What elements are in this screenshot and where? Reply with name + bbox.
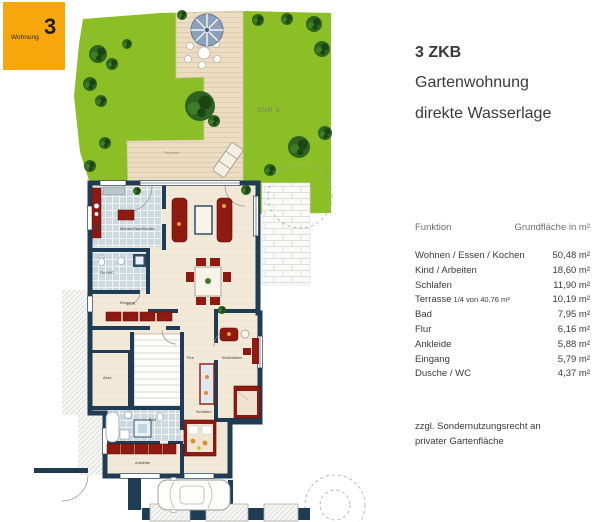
hall-rug <box>200 364 214 404</box>
kid-bed <box>234 386 260 418</box>
table-row <box>415 293 590 308</box>
row-funktion: Terrasse 1/4 von 40,76 m² <box>415 294 510 306</box>
row-flaeche: 6,16 m² <box>557 323 590 335</box>
row-funktion: Flur <box>415 323 432 335</box>
table-row <box>415 367 590 382</box>
table-row <box>415 323 590 338</box>
area-table-header <box>415 222 590 233</box>
row-flaeche: 50,48 m² <box>552 250 590 261</box>
wohnung-badge <box>3 2 65 70</box>
row-flaeche: 11,90 m² <box>553 279 590 291</box>
toilet-icon <box>157 413 163 421</box>
label-schlafen: Schlafen <box>196 409 212 414</box>
row-flaeche: 10,19 m² <box>552 294 590 306</box>
label-abstell: Abst. <box>103 375 113 380</box>
row-flaeche: 4,37 m² <box>557 368 590 380</box>
row-flaeche: 7,95 m² <box>557 309 590 321</box>
table-row <box>415 279 590 294</box>
plant-icon <box>241 185 251 195</box>
col-funktion: Funktion <box>415 222 452 233</box>
wardrobe-row <box>107 444 176 454</box>
label-ankleide: Ankleide <box>135 460 151 465</box>
label-kind: Kind/Arbeiten <box>222 356 242 360</box>
sink-icon <box>125 412 132 419</box>
note-line-2: privater Gartenfläche <box>415 435 504 447</box>
row-flaeche: 5,88 m² <box>557 338 590 350</box>
row-funktion-small: 1/4 von 40,76 m² <box>451 295 510 305</box>
table-row <box>415 308 590 323</box>
label-kitchen: Wohnen/Essen/Kochen <box>120 227 155 231</box>
row-funktion: Dusche / WC <box>415 368 471 380</box>
label-eingang: Eingang <box>120 300 135 305</box>
area-table <box>415 222 590 382</box>
label-flur: Flur <box>187 355 194 360</box>
badge-number: 3 <box>44 14 57 39</box>
toilet-icon <box>99 258 105 266</box>
apartment-title: 3 ZKB <box>415 44 462 61</box>
snr-label: SNR 3 <box>257 107 281 114</box>
table-row <box>415 249 590 264</box>
col-area: Grundfläche in m² <box>514 222 590 233</box>
note-line-1: zzgl. Sondernutzungsrecht an <box>415 421 541 432</box>
table-row <box>415 338 590 353</box>
sink-icon <box>118 258 125 265</box>
staircase <box>134 334 182 406</box>
row-funktion: Eingang <box>415 353 450 365</box>
table-row <box>415 353 590 368</box>
plant-icon <box>218 306 226 314</box>
row-flaeche: 5,79 m² <box>557 353 590 365</box>
label-bad: Bad <box>149 417 157 422</box>
label-du-wc: Du./WC <box>100 270 114 275</box>
area-table-rows <box>415 249 590 382</box>
car <box>158 478 230 513</box>
apartment-subtitle-2: direkte Wasserlage <box>415 105 552 122</box>
bed <box>184 420 216 456</box>
row-funktion: Bad <box>415 309 432 321</box>
sink-icon <box>94 204 99 209</box>
terrasse-label: Terrasse <box>164 151 180 155</box>
row-funktion: Wohnen / Essen / Kochen <box>415 250 525 261</box>
table-row <box>415 264 590 279</box>
badge-label: Wohnung <box>11 34 39 41</box>
row-funktion: Kind / Arbeiten <box>415 264 477 276</box>
bathtub <box>106 412 119 442</box>
plant-icon <box>133 187 141 195</box>
row-funktion: Schlafen <box>415 279 452 291</box>
row-flaeche: 18,60 m² <box>552 264 590 276</box>
coffee-table <box>195 206 212 234</box>
apartment-subtitle-1: Gartenwohnung <box>415 74 529 91</box>
parasol-icon <box>191 14 223 46</box>
note <box>415 420 541 449</box>
row-funktion: Ankleide <box>415 338 452 350</box>
